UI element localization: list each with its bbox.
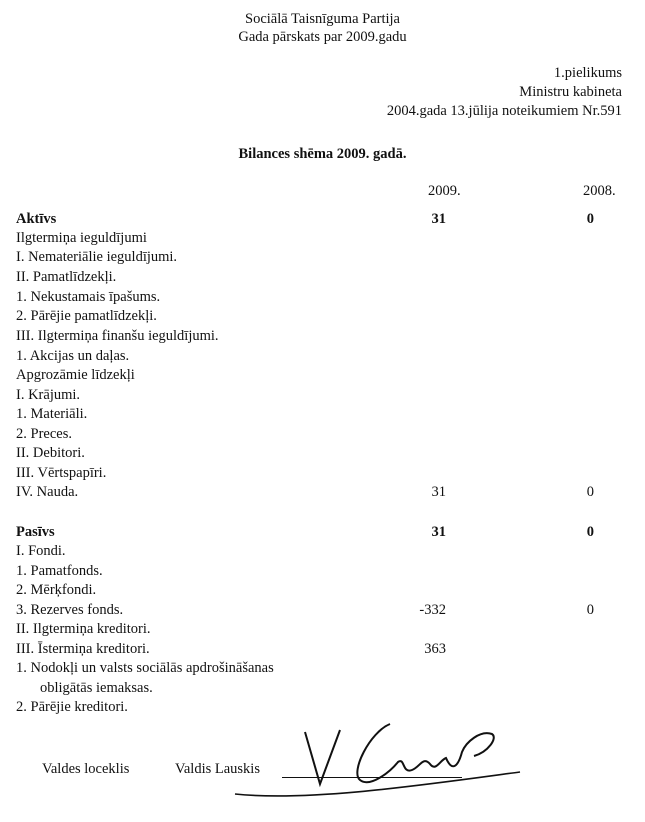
row-label: Aktīvs	[16, 211, 57, 227]
row-label: 1. Akcijas un daļas.	[16, 348, 130, 364]
row-label: 1. Materiāli.	[16, 406, 88, 422]
row-label: 2. Pārējie kreditori.	[16, 699, 128, 715]
row-label: III. Ilgtermiņa finanšu ieguldījumi.	[16, 328, 219, 344]
row-label: 2. Preces.	[16, 426, 72, 442]
value-2008: 0	[586, 524, 594, 540]
column-header-2008: 2008.	[583, 183, 616, 199]
row-label: I. Fondi.	[16, 543, 66, 559]
row-label: 1. Pamatfonds.	[16, 563, 103, 579]
row-label: 2. Pārējie pamatlīdzekļi.	[16, 308, 157, 324]
value-2009: 31	[431, 211, 446, 227]
reference-line-1: 1.pielikums	[553, 65, 622, 81]
row-label: III. Īstermiņa kreditori.	[16, 641, 150, 657]
row-label: II. Ilgtermiņa kreditori.	[16, 621, 151, 637]
value-2009: -332	[419, 602, 446, 618]
value-2008: 0	[586, 484, 594, 500]
row-label: Ilgtermiņa ieguldījumi	[16, 230, 147, 246]
row-label: Apgrozāmie līdzekļi	[16, 367, 135, 383]
row-label: Pasīvs	[16, 524, 55, 540]
row-label: III. Vērtspapīri.	[16, 465, 107, 481]
report-title: Gada pārskats par 2009.gadu	[238, 29, 407, 45]
party-name: Sociālā Taisnīguma Partija	[245, 11, 400, 27]
value-2009: 31	[431, 484, 446, 500]
balance-title: Bilances shēma 2009. gadā.	[238, 146, 407, 162]
value-2009: 363	[424, 641, 446, 657]
value-2009: 31	[431, 524, 446, 540]
row-label: II. Debitori.	[16, 445, 85, 461]
row-label: 3. Rezerves fonds.	[16, 602, 124, 618]
row-label: I. Nemateriālie ieguldījumi.	[16, 249, 178, 265]
value-2008: 0	[586, 602, 594, 618]
row-label: IV. Nauda.	[16, 484, 79, 500]
row-label: 1. Nekustamais īpašums.	[16, 289, 161, 305]
handwritten-signature	[230, 712, 530, 807]
reference-line-2: Ministru kabineta	[519, 84, 622, 100]
row-label: 2. Mērķfondi.	[16, 582, 97, 598]
value-2008: 0	[586, 211, 594, 227]
row-label: 1. Nodokļi un valsts sociālās apdrošināšanas	[16, 660, 274, 676]
signature-role: Valdes loceklis	[42, 761, 130, 777]
reference-line-3: 2004.gada 13.jūlija noteikumiem Nr.591	[386, 103, 622, 119]
signature-name: Valdis Lauskis	[175, 761, 260, 777]
row-label: II. Pamatlīdzekļi.	[16, 269, 117, 285]
row-label: I. Krājumi.	[16, 387, 81, 403]
column-header-2009: 2009.	[428, 183, 461, 199]
row-label: obligātās iemaksas.	[40, 680, 153, 696]
